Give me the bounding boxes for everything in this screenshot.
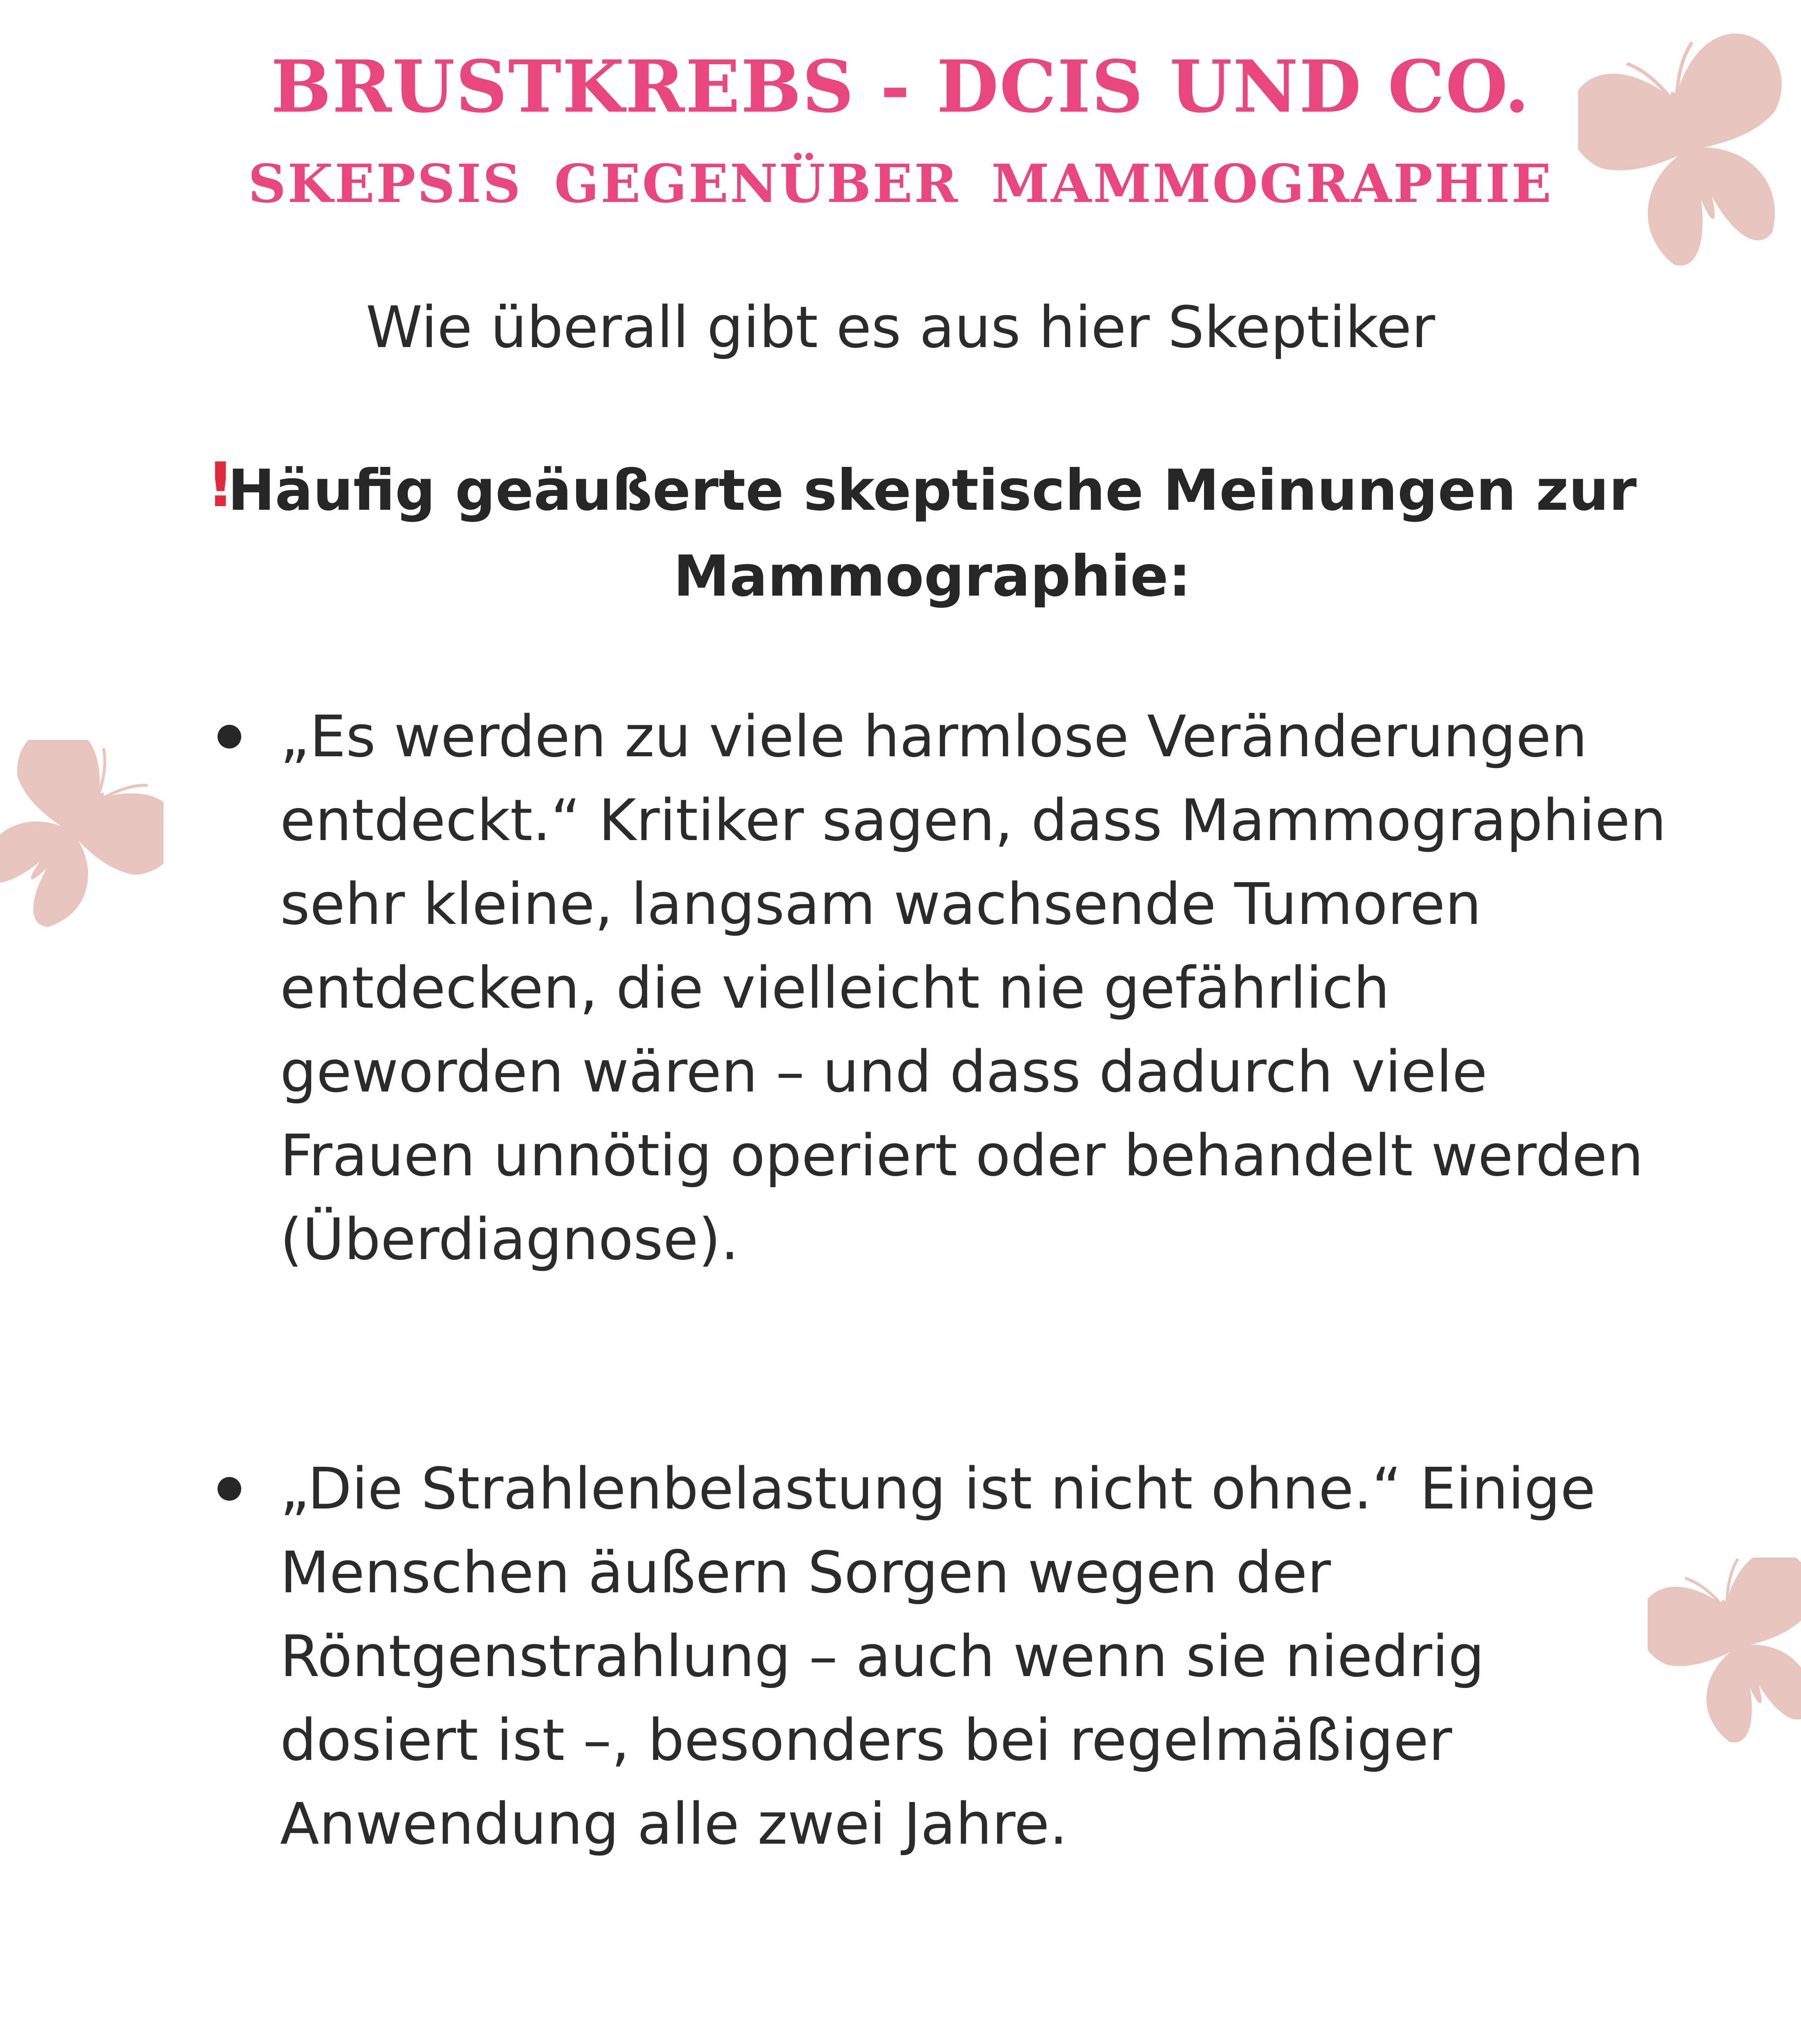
page-title: BRUSTKREBS - DCIS UND CO. [271, 45, 1530, 129]
list-item [280, 695, 1682, 1282]
exclamation-icon: ! [206, 450, 235, 521]
list-item [280, 1447, 1682, 1866]
list-item-text: „Es werden zu viele harmlose Veränderungen entdeckt.“ Kritiker sagen, dass Mammographien sehr kleine, langsam wachsende Tumoren entdecken, die vielleicht nie gefährlich geworden wären – und dass dadurch viele Frauen unnötig operiert oder behandelt werden (Überdiagnose). [280, 704, 1666, 1273]
opinion-list [280, 695, 1682, 1866]
bullet-icon [218, 1477, 241, 1501]
page-subtitle: SKEPSIS GEGENÜBER MAMMOGRAPHIE [248, 153, 1553, 215]
intro-text: Wie überall gibt es aus hier Skeptiker [366, 294, 1435, 361]
butterfly-left-icon [0, 740, 164, 932]
bullet-icon [218, 725, 241, 749]
section-heading: Häufig geäußerte skeptische Meinungen zur Mammographie: [227, 457, 1637, 609]
list-item-text: „Die Strahlenbelastung ist nicht ohne.“ Einige Menschen äußern Sorgen wegen der Röntgenstrahlung – auch wenn sie niedrig dosiert ist –, besonders bei regelmäßiger Anwendung alle zwei Jahre. [280, 1456, 1596, 1858]
